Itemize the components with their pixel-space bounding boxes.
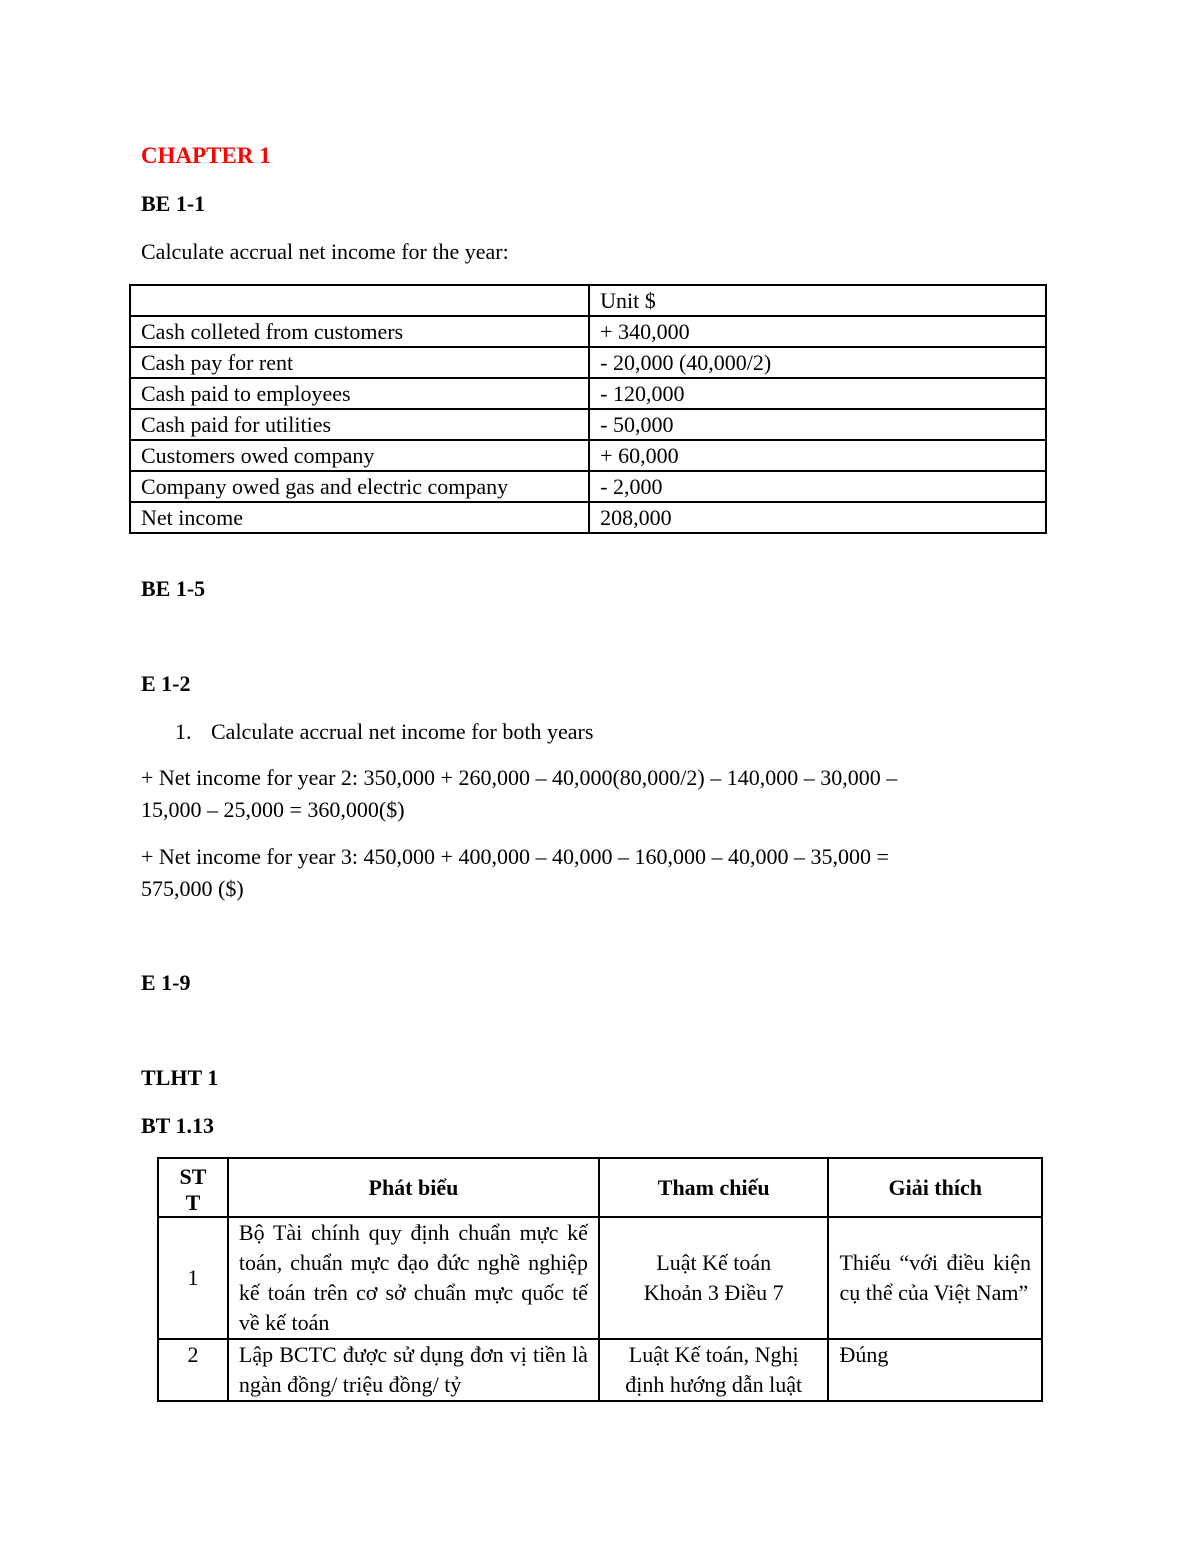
reference-line2: định hướng dẫn luật	[625, 1372, 803, 1397]
statement-cell: Bộ Tài chính quy định chuẩn mực kế toán, chuẩn mực đạo đức nghề nghiệp kế toán trên cơ sở chuẩn mực quốc tế về kế toán	[228, 1217, 599, 1339]
explanation-cell: Thiếu “với điều kiện cụ thể của Việt Nam”	[828, 1217, 1042, 1339]
year2-line2: 15,000 – 25,000 = 360,000($)	[141, 797, 405, 822]
row-label: Cash paid for utilities	[130, 409, 589, 440]
stt-header-line1: ST	[179, 1163, 207, 1189]
table-header-row	[158, 1158, 1042, 1217]
row-label: Cash colleted from customers	[130, 316, 589, 347]
year2-line1: + Net income for year 2: 350,000 + 260,000 – 40,000(80,000/2) – 140,000 – 30,000 –	[141, 765, 898, 790]
row-value: + 340,000	[589, 316, 1046, 347]
row-label: Net income	[130, 502, 589, 533]
row-value: 208,000	[589, 502, 1046, 533]
row-label: Customers owed company	[130, 440, 589, 471]
reference-cell	[599, 1339, 829, 1401]
year3-line2: 575,000 ($)	[141, 876, 244, 901]
explanation-cell: Đúng	[828, 1339, 1042, 1401]
table-row	[130, 378, 1046, 409]
row-value: - 20,000 (40,000/2)	[589, 347, 1046, 378]
be11-heading: BE 1-1	[141, 191, 206, 216]
chapter-title: CHAPTER 1	[141, 143, 271, 168]
list-number: 1.	[175, 719, 192, 744]
bt113-table	[157, 1157, 1043, 1402]
table-row	[158, 1217, 1042, 1339]
table-row	[130, 471, 1046, 502]
reference-header: Tham chiếu	[599, 1158, 829, 1217]
stt-header-line2: T	[185, 1189, 201, 1215]
e19-heading: E 1-9	[141, 970, 191, 995]
year3-line1: + Net income for year 3: 450,000 + 400,000 – 40,000 – 160,000 – 40,000 – 35,000 =	[141, 844, 889, 869]
table-row	[130, 440, 1046, 471]
row-label: Cash pay for rent	[130, 347, 589, 378]
stt-cell: 1	[158, 1217, 228, 1339]
be11-table	[129, 284, 1047, 534]
table-row	[130, 409, 1046, 440]
explanation-header: Giải thích	[828, 1158, 1042, 1217]
row-label: Company owed gas and electric company	[130, 471, 589, 502]
reference-cell	[599, 1217, 829, 1339]
row-value: - 50,000	[589, 409, 1046, 440]
bt113-heading: BT 1.13	[141, 1113, 214, 1138]
list-item: Calculate accrual net income for both years	[211, 719, 594, 744]
table-row	[158, 1339, 1042, 1401]
table-row	[130, 316, 1046, 347]
be15-heading: BE 1-5	[141, 576, 206, 601]
tlht-heading: TLHT 1	[141, 1065, 219, 1090]
table-row-total	[130, 502, 1046, 533]
statement-header: Phát biểu	[228, 1158, 599, 1217]
row-label: Cash paid to employees	[130, 378, 589, 409]
table-cell	[130, 285, 589, 316]
reference-line2: Khoản 3 Điều 7	[643, 1280, 784, 1305]
reference-line1: Luật Kế toán, Nghị	[628, 1342, 799, 1367]
reference-line1: Luật Kế toán	[656, 1250, 772, 1275]
unit-header-cell: Unit $	[589, 285, 1046, 316]
be11-prompt: Calculate accrual net income for the year:	[141, 239, 509, 264]
row-value: - 120,000	[589, 378, 1046, 409]
statement-cell: Lập BCTC được sử dụng đơn vị tiền là ngàn đồng/ triệu đồng/ tỷ	[228, 1339, 599, 1401]
stt-cell: 2	[158, 1339, 228, 1401]
row-value: - 2,000	[589, 471, 1046, 502]
e12-heading: E 1-2	[141, 671, 191, 696]
row-value: + 60,000	[589, 440, 1046, 471]
table-row	[130, 347, 1046, 378]
table-header-row	[130, 285, 1046, 316]
stt-header	[158, 1158, 228, 1217]
